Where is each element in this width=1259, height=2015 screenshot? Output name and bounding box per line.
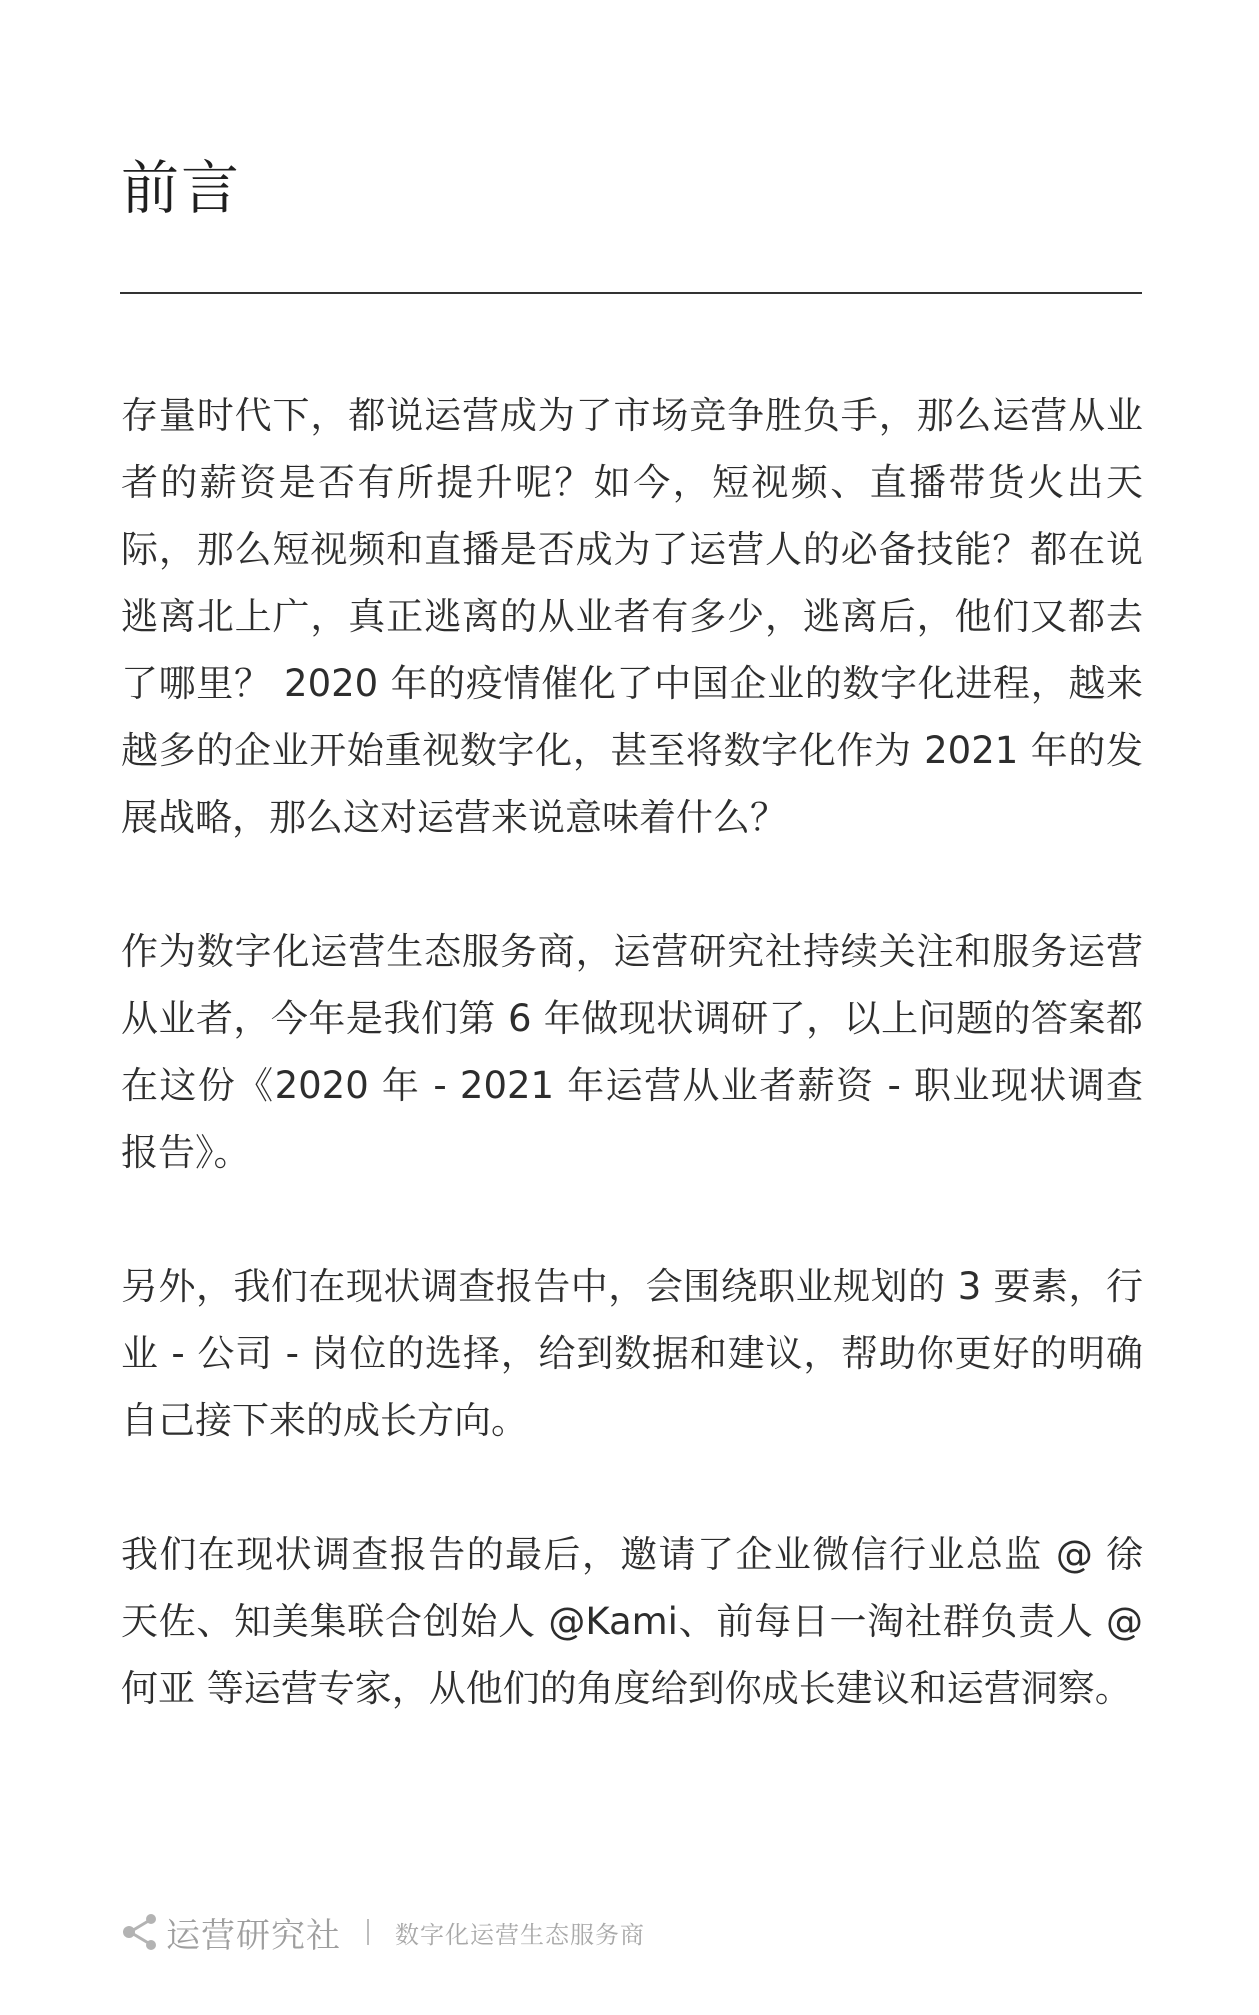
footer-branding [118,1906,645,1958]
paragraph-3: 另外，我们在现状调查报告中，会围绕职业规划的 3 要素，行业 - 公司 - 岗位的选择，给到数据和建议，帮助你更好的明确自己接下来的成长方向。 [121,1265,1143,1442]
paragraph-1: 存量时代下，都说运营成为了市场竞争胜负手，那么运营从业者的薪资是否有所提升呢？如今，短视频、直播带货火出天际，那么短视频和直播是否成为了运营人的必备技能？都在说逃离北上广，真正逃离的从业者有多少，逃离后，他们又都去了哪里？ 2020 年的疫情催化了中国企业的数字化进程，越来越多的企业开始重视数字化，甚至将数字化作为 2021 年的发展战略，那么这对运营来说意味着什么？ [121,394,1143,839]
title-divider [120,292,1142,294]
share-nodes-icon [118,1910,162,1954]
brand-name: 运营研究社 [166,1915,341,1956]
brand-tagline: 数字化运营生态服务商 [395,1920,645,1949]
preface-body [121,382,1143,1789]
page-title: 前言 [121,154,242,222]
footer-divider [367,1919,369,1945]
paragraph-2: 作为数字化运营生态服务商，运营研究社持续关注和服务运营从业者，今年是我们第 6 年做现状调研了，以上问题的答案都在这份《2020 年 - 2021 年运营从业者薪资 - 职业现状调查报告》。 [121,930,1143,1174]
paragraph-4: 我们在现状调查报告的最后，邀请了企业微信行业总监 @ 徐天佐、知美集联合创始人 @Kami、前每日一淘社群负责人 @ 何亚 等运营专家，从他们的角度给到你成长建议和运营洞察。 [121,1533,1143,1710]
